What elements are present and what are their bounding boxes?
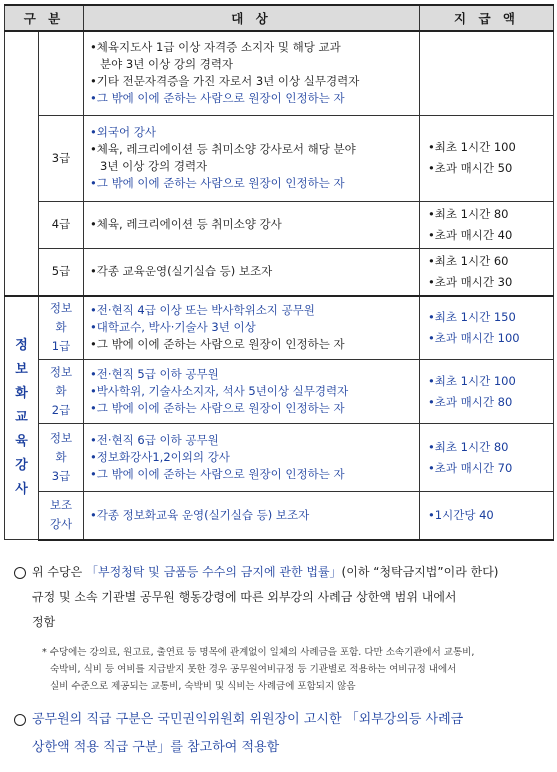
target-line: •박사학위, 기술사소지자, 석사 5년이상 실무경력자 (90, 384, 349, 398)
target-line: •각종 교육운영(실기실습 등) 보조자 (90, 264, 273, 278)
header-pay: 지 급 액 (420, 5, 554, 31)
pay-line: •초과 매시간 100 (428, 330, 520, 345)
note-line: 정함 (32, 615, 56, 629)
grade-cell: 3급 (39, 115, 84, 201)
header-target: 대 상 (84, 5, 420, 31)
target-line: •그 밖에 이에 준하는 사람으로 원장이 인정하는 자 (90, 91, 345, 106)
grade-line: 화 (55, 450, 67, 464)
table-row (5, 248, 554, 296)
table-row (5, 296, 554, 360)
pay-line: •최초 1시간 60 (428, 253, 509, 268)
category-char: 교 (15, 409, 28, 425)
category-char: 육 (15, 433, 28, 449)
target-line: •그 밖에 이에 준하는 사람으로 원장이 인정하는 자 (90, 337, 345, 352)
target-cell (84, 424, 420, 492)
target-line: 3년 이상 강의 경력자 (100, 159, 208, 173)
table-header-row (5, 5, 554, 31)
note-fee-basis (14, 560, 550, 635)
footnote-line: 실비 수준으로 제공되는 교통비, 숙박비 및 식비는 사례금에 포함되지 않음 (50, 681, 356, 692)
pay-cell (420, 492, 554, 540)
pay-cell (420, 424, 554, 492)
note-text: 공무원의 직급 구분은 국민권익위원회 위원장이 고시한 「외부강의등 사례금 (32, 712, 464, 727)
pay-cell (420, 248, 554, 296)
target-line: •각종 정보화교육 운영(실기실습 등) 보조자 (90, 507, 310, 522)
target-line: •체육, 레크리에이션 등 취미소양 강사로서 해당 분야 (90, 142, 356, 156)
pay-line: •초과 매시간 40 (428, 227, 513, 242)
pay-line: •초과 매시간 50 (428, 161, 513, 175)
table-row (5, 31, 554, 115)
target-cell (84, 492, 420, 540)
target-line: •대학교수, 박사·기술사 3년 이상 (90, 320, 256, 335)
pay-line: •초과 매시간 70 (428, 460, 513, 475)
grade-line: 1급 (51, 339, 71, 354)
grade-cell (39, 31, 84, 115)
grade-line: 정보 (49, 365, 73, 379)
grade-line: 화 (55, 384, 67, 398)
grade-line: 2급 (51, 403, 71, 417)
note-line: 규정 및 소속 기관별 공무원 행동강령에 따른 외부강의 사례금 상한액 범위 내에서 (32, 590, 457, 604)
grade-cell: 5급 (39, 248, 84, 296)
pay-cell (420, 296, 554, 360)
table-row (5, 201, 554, 248)
target-line: •외국어 강사 (90, 125, 156, 139)
pay-cell (420, 31, 554, 115)
pay-line: •최초 1시간 80 (428, 206, 509, 221)
target-cell (84, 248, 420, 296)
pay-line: •최초 1시간 80 (428, 439, 509, 454)
table-row (5, 492, 554, 540)
grade-line: 정보 (49, 431, 73, 445)
grade-cell: 4급 (39, 201, 84, 248)
grade-cell (39, 492, 84, 540)
note-line (14, 706, 550, 734)
category-info-cell (5, 296, 39, 540)
note-line (14, 560, 550, 585)
footnote (42, 644, 552, 695)
pay-line: •최초 1시간 100 (428, 373, 516, 388)
grade-cell (39, 296, 84, 360)
target-line: •전·현직 6급 이하 공무원 (90, 433, 219, 447)
target-cell (84, 115, 420, 201)
target-cell (84, 360, 420, 424)
category-char: 화 (15, 385, 28, 401)
footnote-line: 숙박비, 식비 등 여비를 지급받지 못한 경우 공무원여비규정 등 기관별로 적용하는 여비규정 내에서 (50, 664, 457, 675)
table-row (5, 424, 554, 492)
note-rank-classification (14, 706, 550, 762)
target-cell (84, 296, 420, 360)
lecture-fee-table (4, 4, 554, 541)
target-line: •전·현직 5급 이하 공무원 (90, 367, 219, 381)
category-char: 사 (15, 481, 28, 497)
grade-line: 정보 (49, 301, 73, 316)
target-line: •정보화강사1,2이외의 강사 (90, 450, 230, 464)
pay-cell (420, 360, 554, 424)
circle-bullet-icon (14, 714, 26, 726)
pay-line: •1시간당 40 (428, 507, 494, 522)
target-line: •그 밖에 이에 준하는 사람으로 원장이 인정하는 자 (90, 401, 345, 415)
target-cell (84, 201, 420, 248)
grade-cell (39, 424, 84, 492)
category-char: 보 (15, 361, 28, 377)
target-line: •체육, 레크리에이션 등 취미소양 강사 (90, 217, 282, 231)
pay-line: •최초 1시간 100 (428, 140, 516, 154)
note-prefix: 위 수당은 (32, 565, 86, 579)
table-row (5, 360, 554, 424)
category-char: 정 (15, 337, 28, 353)
pay-line: •초과 매시간 80 (428, 394, 513, 409)
pay-line: •최초 1시간 150 (428, 309, 516, 324)
pay-cell (420, 201, 554, 248)
target-line: •그 밖에 이에 준하는 사람으로 원장이 인정하는 자 (90, 176, 345, 190)
pay-line: •초과 매시간 30 (428, 274, 513, 289)
header-category: 구 분 (5, 5, 84, 31)
target-line: •전·현직 4급 이상 또는 박사학위소지 공무원 (90, 303, 315, 318)
note-line: 상한액 적용 직급 구분」를 참고하여 적용함 (32, 740, 280, 755)
circle-bullet-icon (14, 567, 26, 579)
target-line: •기타 전문자격증을 가진 자로서 3년 이상 실무경력자 (90, 74, 360, 89)
grade-cell (39, 360, 84, 424)
note-suffix: (이하 “청탁금지법”이라 한다) (341, 565, 499, 579)
grade-line: 강사 (49, 517, 73, 532)
category-general-cell (5, 31, 39, 296)
target-line: 분야 3년 이상 강의 경력자 (100, 57, 234, 72)
grade-line: 보조 (49, 498, 73, 513)
target-line: •체육지도사 1급 이상 자격증 소지자 및 해당 교과 (90, 40, 341, 55)
target-line: •그 밖에 이에 준하는 사람으로 원장이 인정하는 자 (90, 467, 345, 481)
law-name: 「부정청탁 및 금품등 수수의 금지에 관한 법률」 (86, 565, 342, 579)
table-row (5, 115, 554, 201)
category-char: 강 (15, 457, 28, 473)
footnote-line: * 수당에는 강의료, 원고료, 출연료 등 명목에 관계없이 일체의 사례금을 포함. 다만 소속기관에서 교통비, (42, 647, 475, 658)
target-cell (84, 31, 420, 115)
grade-line: 화 (55, 320, 67, 335)
grade-line: 3급 (51, 469, 71, 483)
pay-cell (420, 115, 554, 201)
